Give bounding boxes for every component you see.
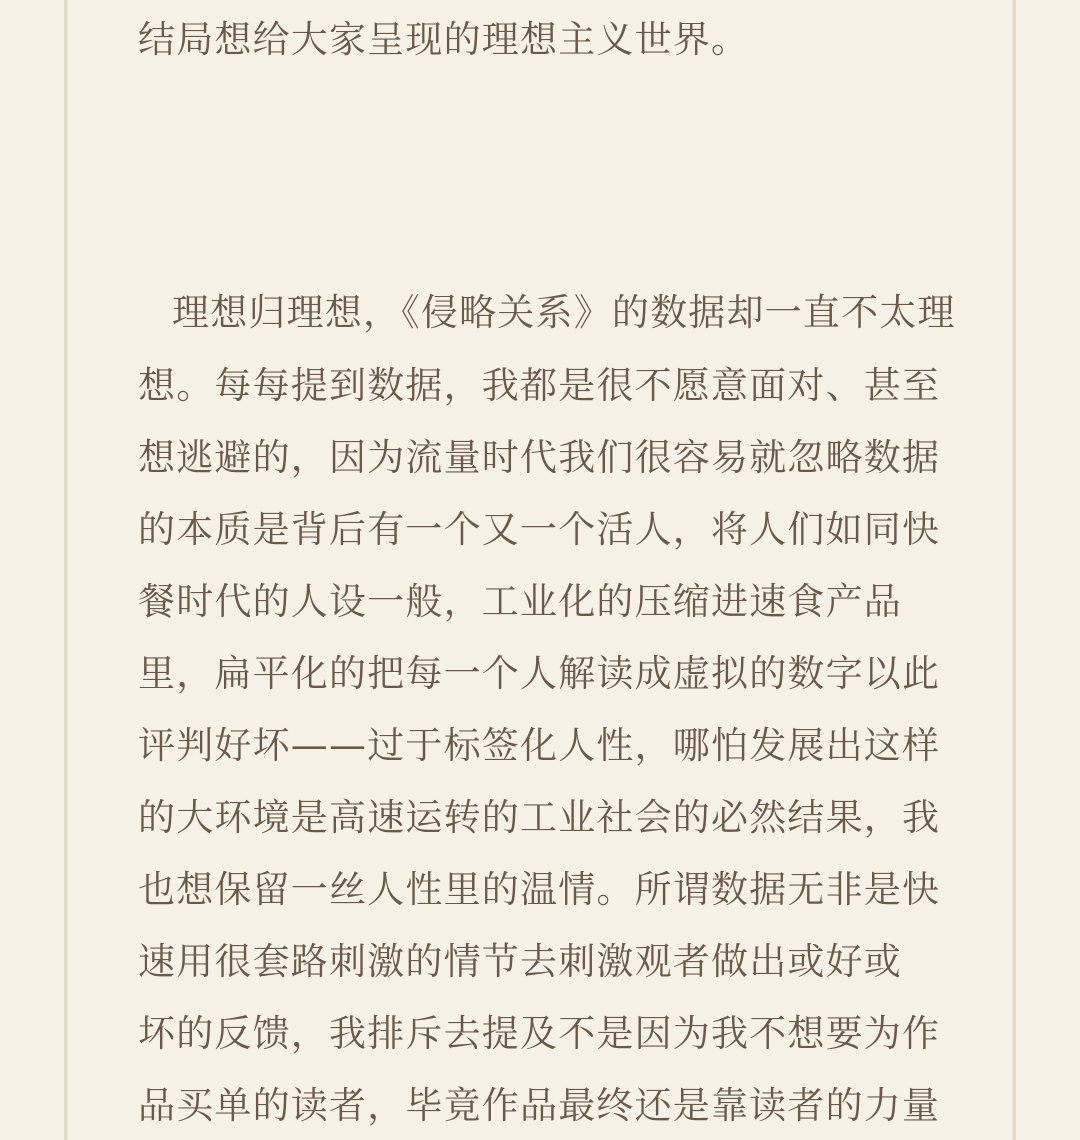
left-border-rule — [64, 0, 68, 1140]
paragraph-line: 评判好坏——过于标签化人性，哪怕发展出这样 — [138, 724, 941, 767]
paragraph-line: 品买单的读者，毕竟作品最终还是靠读者的力量 — [138, 1084, 941, 1127]
paragraph-line: 想。每每提到数据，我都是很不愿意面对、甚至 — [138, 364, 941, 407]
right-border-rule — [1012, 0, 1016, 1140]
paragraph-line: 的本质是背后有一个又一个活人，将人们如同快 — [138, 508, 941, 551]
paragraph-line: 餐时代的人设一般，工业化的压缩进速食产品 — [138, 580, 902, 623]
paragraph-line: 也想保留一丝人性里的温情。所谓数据无非是快 — [138, 868, 941, 911]
top-line: 结局想给大家呈现的理想主义世界。 — [138, 18, 750, 61]
paragraph-line: 的大环境是高速运转的工业社会的必然结果，我 — [138, 796, 941, 839]
paragraph-line: 里，扁平化的把每一个人解读成虚拟的数字以此 — [138, 652, 941, 695]
paragraph-line: 速用很套路刺激的情节去刺激观者做出或好或 — [138, 940, 902, 983]
paragraph-line: 理想归理想，《侵略关系》的数据却一直不太理 — [172, 291, 956, 334]
paragraph-line: 坏的反馈，我排斥去提及不是因为我不想要为作 — [138, 1012, 941, 1055]
paragraph-line: 想逃避的，因为流量时代我们很容易就忽略数据 — [138, 436, 941, 479]
